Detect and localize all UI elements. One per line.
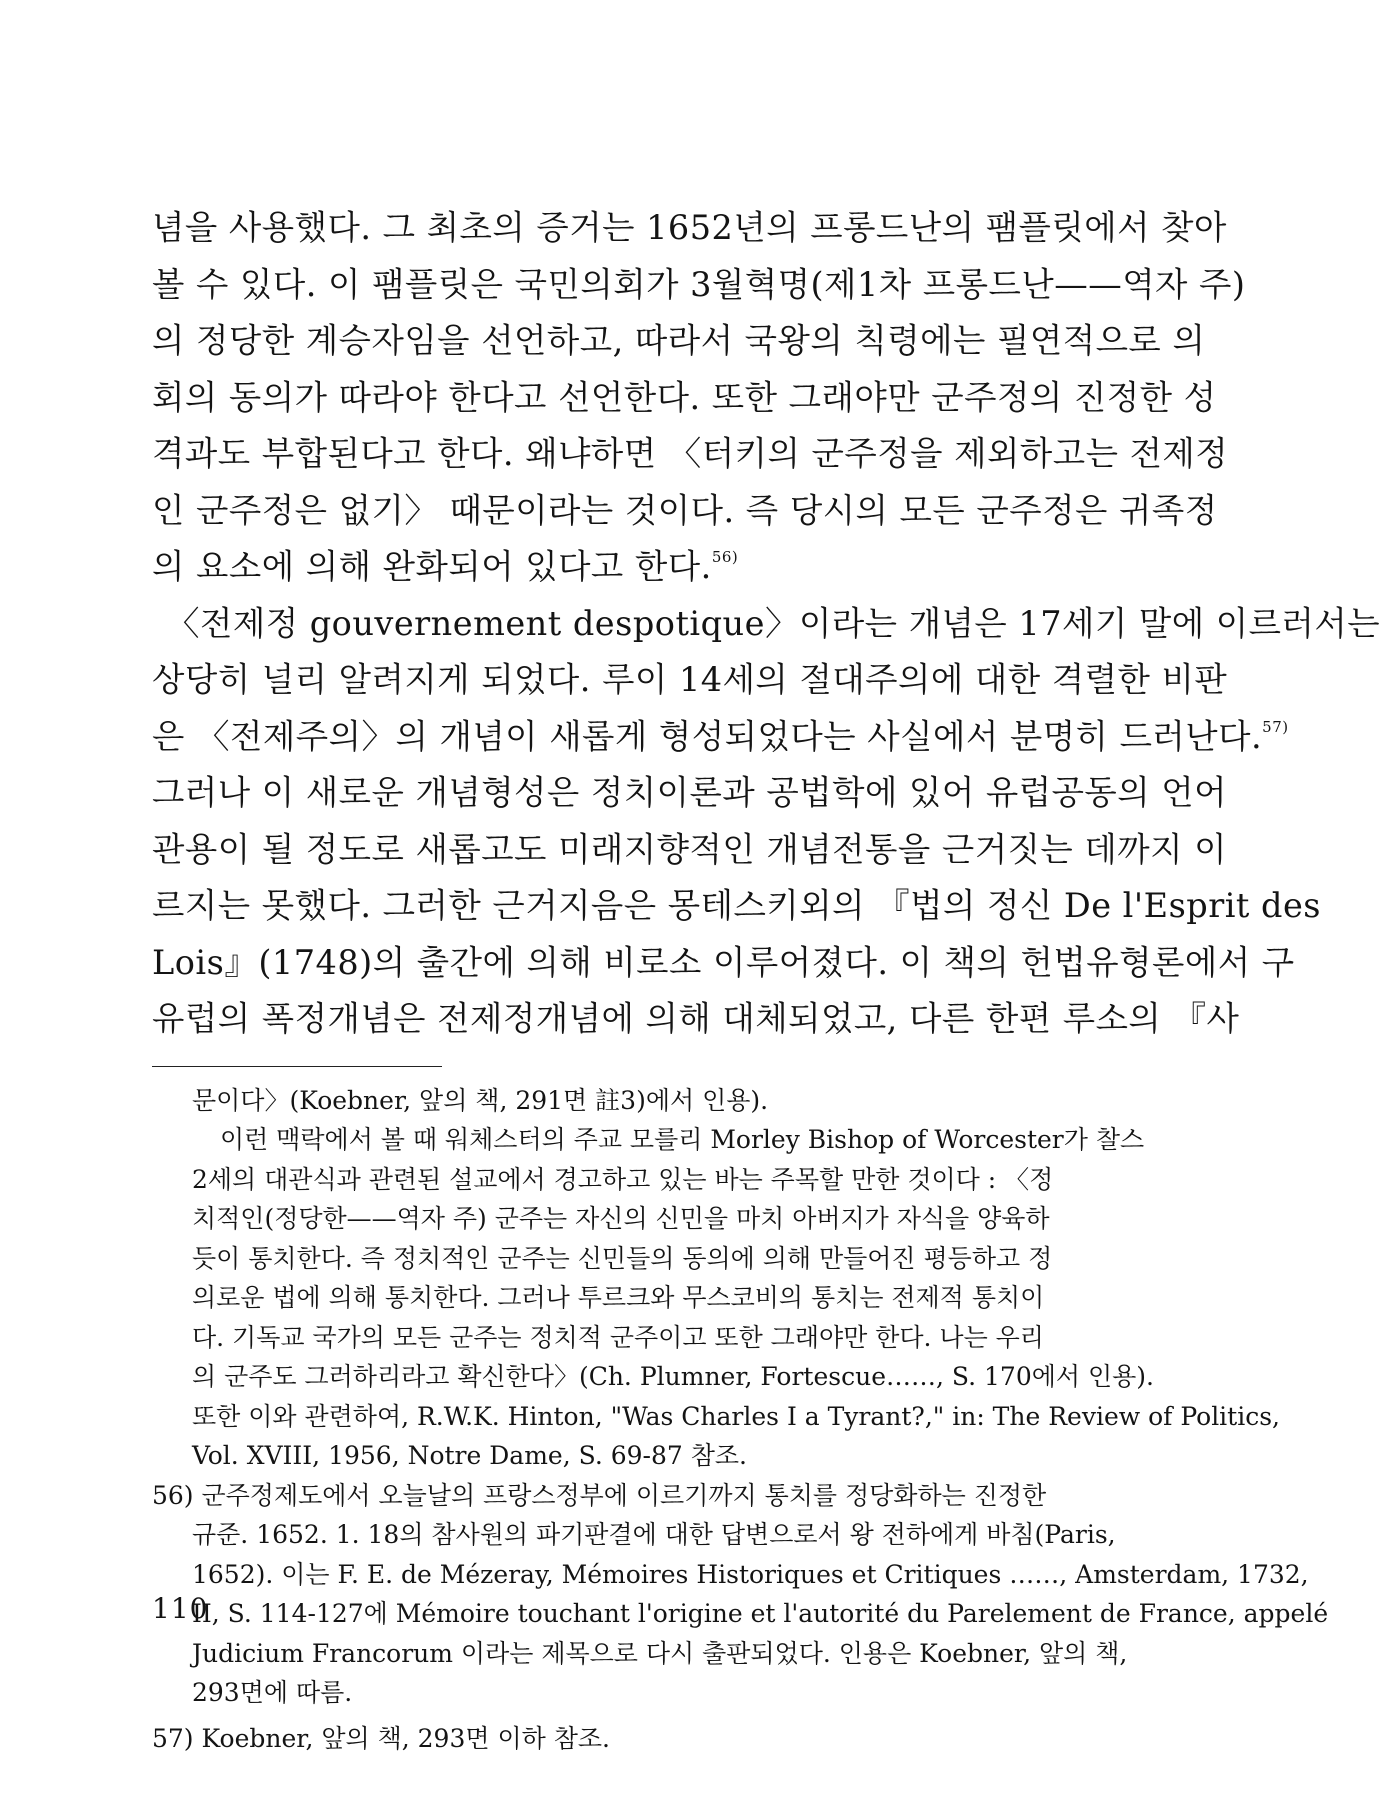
body-line: 의 정당한 계승자임을 선언하고, 따라서 국왕의 칙령에는 필연적으로 의	[152, 321, 1206, 360]
page	[152, 200, 1380, 1758]
body-line: 상당히 널리 알려지게 되었다. 루이 14세의 절대주의에 대한 격렬한 비판	[152, 660, 1228, 699]
footnote-line: 의 군주도 그러하리라고 확신한다〉(Ch. Plumner, Fortescue……, S. 170에서 인용).	[192, 1362, 1154, 1391]
footnote-reference-57: 57)	[1262, 717, 1289, 736]
body-line: 격과도 부합된다고 한다. 왜냐하면 〈터키의 군주정을 제외하고는 전제정	[152, 434, 1229, 473]
body-line-text: 의 요소에 의해 완화되어 있다고 한다.	[152, 547, 712, 586]
body-line-text: 은 〈전제주의〉의 개념이 새롭게 형성되었다는 사실에서 분명히 드러난다.	[152, 716, 1263, 756]
footnote-line: 듯이 통치한다. 즉 정치적인 군주는 신민들의 동의에 의해 만들어진 평등하고 정	[192, 1243, 1053, 1273]
footnote-line: 다. 기독교 국가의 모든 군주는 정치적 군주이고 또한 그래야만 한다. 나는 우리	[192, 1322, 1044, 1352]
footnote-line: 1652). 이는 F. E. de Mézeray, Mémoires Historiques et Critiques ……, Amsterdam, 1732,	[192, 1559, 1309, 1589]
body-line: 인 군주정은 없기〉 때문이라는 것이다. 즉 당시의 모든 군주정은 귀족정	[152, 490, 1218, 530]
body-line: Lois』(1748)의 출간에 의해 비로소 이루어졌다. 이 책의 헌법유형론에서 구	[152, 942, 1295, 982]
footnote-line: Vol. XVIII, 1956, Notre Dame, S. 69-87 참조.	[192, 1441, 747, 1470]
footnotes	[152, 1081, 1329, 1759]
footnote-line: 이런 맥락에서 볼 때 워체스터의 주교 모를리 Morley Bishop of Worcester가 찰스	[220, 1125, 1145, 1154]
body-line: 그러나 이 새로운 개념형성은 정치이론과 공법학에 있어 유럽공동의 언어	[152, 773, 1228, 812]
footnote-line: 또한 이와 관련하여, R.W.K. Hinton, "Was Charles I a Tyrant?," in: The Review of Politics,	[192, 1401, 1281, 1431]
footnote-divider	[152, 1066, 442, 1067]
page-number: 110	[152, 1592, 209, 1625]
body-line: 유럽의 폭정개념은 전제정개념에 의해 대체되었고, 다른 한편 루소의 『사	[152, 999, 1240, 1038]
footnote-line: II, S. 114-127에 Mémoire touchant l'origine et l'autorité du Parelement de France, appelé	[192, 1599, 1329, 1628]
body-line: 〈전제정 gouvernement despotique〉이라는 개념은 17세기 말에 이르러서는	[166, 603, 1380, 643]
body-line: 관용이 될 정도로 새롭고도 미래지향적인 개념전통을 근거짓는 데까지 이	[152, 829, 1228, 869]
footnote-line: 치적인(정당한——역자 주) 군주는 자신의 신민을 마치 아버지가 자식을 양육하	[192, 1204, 1050, 1233]
body-line: 회의 동의가 따라야 한다고 선언한다. 또한 그래야만 군주정의 진정한 성	[152, 377, 1217, 417]
footnote-57: 57) Koebner, 앞의 책, 293면 이하 참조.	[152, 1723, 610, 1753]
footnote-line: 문이다〉(Koebner, 앞의 책, 291면 註3)에서 인용).	[192, 1085, 769, 1115]
footnote-reference-56: 56)	[711, 548, 739, 566]
body-line	[152, 709, 1289, 766]
body-line: 르지는 못했다. 그러한 근거지음은 몽테스키외의 『법의 정신 De l'Esprit des	[152, 886, 1321, 925]
footnote-line: Judicium Francorum 이라는 제목으로 다시 출판되었다. 인용은 Koebner, 앞의 책,	[192, 1638, 1128, 1668]
body-line	[152, 539, 1032, 596]
body-text	[152, 200, 1380, 1048]
body-line: 념을 사용했다. 그 최초의 증거는 1652년의 프롱드난의 팸플릿에서 찾아	[152, 208, 1227, 247]
footnote-line: 2세의 대관식과 관련된 설교에서 경고하고 있는 바는 주목할 만한 것이다 : 〈정	[192, 1164, 1054, 1194]
footnote-line: 의로운 법에 의해 통치한다. 그러나 투르크와 무스코비의 통치는 전제적 통치이	[192, 1283, 1045, 1312]
footnote-line: 293면에 따름.	[192, 1678, 353, 1707]
footnote-56: 56) 군주정제도에서 오늘날의 프랑스정부에 이르기까지 통치를 정당화하는 진정한	[152, 1480, 1047, 1510]
body-line: 볼 수 있다. 이 팸플릿은 국민의회가 3월혁명(제1차 프롱드난——역자 주)	[152, 264, 1246, 304]
footnote-line: 규준. 1652. 1. 18의 참사원의 파기판결에 대한 답변으로서 왕 전하에게 바침(Paris,	[192, 1520, 1116, 1549]
